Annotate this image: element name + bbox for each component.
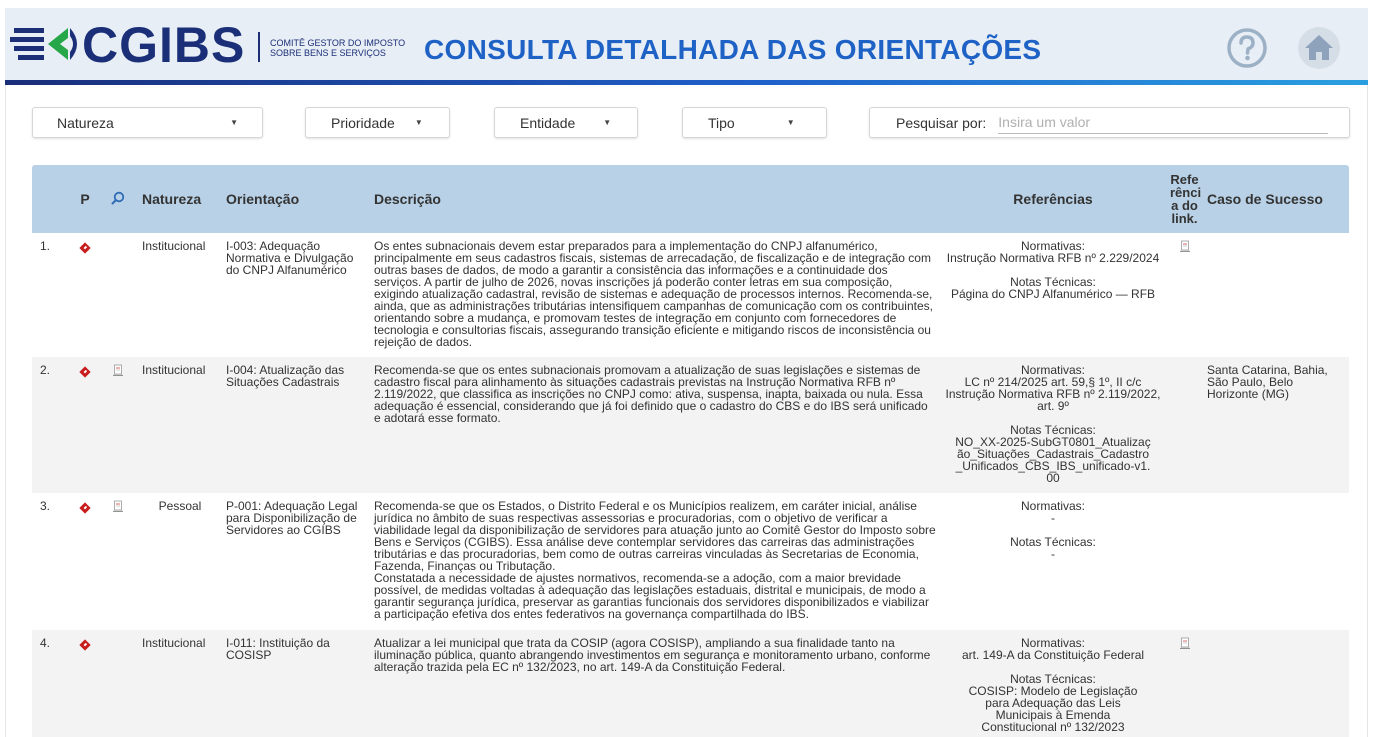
magnifier-icon xyxy=(111,191,125,205)
natureza-cell: Institucional xyxy=(138,233,222,357)
logo-separator xyxy=(258,32,260,62)
ref-norm-label: Normativas: xyxy=(1020,636,1085,650)
chevron-down-icon: ▼ xyxy=(230,118,238,127)
descricao-cell: Atualizar a lei municipal que trata da COSIP (agora COSISP), ampliando a sua finalidade tanto na iluminação pública, quanto abrangendo investimentos em segurança e monitoramento urbano, conforme alteração trazida pela EC nº 132/2023, no art. 149-A da Constituição Federal. xyxy=(370,630,940,737)
ref-notas-label: Notas Técnicas: xyxy=(1010,275,1096,289)
descricao-cell: Os entes subnacionais devem estar preparados para a implementação do CNPJ alfanumérico, principalmente em seus cadastros fiscais, sistemas de arrecadação, de fiscalização e de integração com outras bases de dados, de modo a garantir a consistência das informações e a continuidade dos serviços. A partir de julho de 2026, novas inscrições já poderão conter letras em sua composição, exigindo atualização cadastral, revisão de sistemas e adequação de processos internos. Recomenda-se, ainda, que as administrações tributárias intensifiquem campanhas de comunicação com os contribuintes, orientando sobre a mudança, e promovam testes de integração em conjunto com fornecedores de tecnologia e consultorias fiscais, assegurando transição eficiente e mitigando riscos de inconsistência ou rejeição de dados. xyxy=(370,233,940,357)
priority-high-icon xyxy=(79,639,90,650)
logo-sub-line1: COMITÊ GESTOR DO IMPOSTO xyxy=(270,38,406,48)
link-cell xyxy=(98,357,138,493)
referencias-cell xyxy=(940,233,1166,357)
natureza-cell: Institucional xyxy=(138,357,222,493)
home-icon[interactable] xyxy=(1297,26,1341,70)
row-number: 3. xyxy=(32,493,72,630)
page-title: CONSULTA DETALHADA DAS ORIENTAÇÕES xyxy=(424,34,1042,65)
document-link-icon[interactable] xyxy=(112,364,124,376)
header-accent-bar xyxy=(5,80,1368,85)
natureza-dropdown[interactable] xyxy=(32,107,263,138)
ref-norm-label: Normativas: xyxy=(1020,363,1085,377)
search-input[interactable] xyxy=(998,112,1328,134)
ref-norm[interactable]: art. 149-A da Constituição Federal xyxy=(961,648,1145,662)
row-number: 2. xyxy=(32,357,72,493)
ref-notas-label: Notas Técnicas: xyxy=(1010,535,1096,549)
priority-cell xyxy=(72,630,98,737)
chevron-down-icon: ▼ xyxy=(786,118,795,127)
orientacoes-table xyxy=(32,165,1349,737)
caso-cell xyxy=(1203,233,1349,357)
orientacao-cell: I-011: Instituição da COSISP xyxy=(222,630,370,737)
row-number: 1. xyxy=(32,233,72,357)
table-row xyxy=(32,493,1349,630)
row-number: 4. xyxy=(32,630,72,737)
natureza-cell: Institucional xyxy=(138,630,222,737)
descricao-paragraph: Constatada a necessidade de ajustes normativos, recomenda-se a adoção, com a maior brevidade possível, de medidas voltadas à adequação das legislações estaduais, distrital e municipais, de modo a garantir segurança jurídica, preservar as garantias funcionais dos servidores disponibilizados e viabilizar a participação efetiva dos entes federativos na governança compartilhada do IBS. xyxy=(374,571,929,621)
caso-cell xyxy=(1203,493,1349,630)
col-link-line: rênci xyxy=(1170,185,1202,200)
prioridade-dropdown-label: Prioridade xyxy=(331,114,395,131)
col-referencias[interactable]: Referências xyxy=(940,165,1166,233)
cgibs-logo-icon xyxy=(10,14,90,76)
chevron-down-icon: ▼ xyxy=(603,118,612,127)
descricao-cell xyxy=(370,493,940,630)
col-orientacao[interactable]: Orientação xyxy=(222,165,370,233)
col-priority[interactable]: P xyxy=(72,165,98,233)
col-link-line: link. xyxy=(1171,211,1198,226)
descricao-cell: Recomenda-se que os entes subnacionais promovam a atualização de suas legislações e sistemas de cadastro fiscal para alinhamento às situações cadastrais previstas na Instrução Normativa RFB nº 2.119/2022, que classifica as inscrições no CNPJ como: ativa, suspensa, inapta, baixada ou nula. Essa adequação é essencial, considerando que já foi definido que o cadastro do CBS e do IBS será unificado e adotará esse formato. xyxy=(370,357,940,493)
tipo-dropdown-label: Tipo xyxy=(708,114,735,131)
orientacao-cell: P-001: Adequação Legal para Disponibilização de Servidores ao CGIBS xyxy=(222,493,370,630)
ref-notas[interactable]: NO_XX-2025-SubGT0801_Atualização_Situações_Cadastrais_Cadastro_Unificados_CBS_IBS_unificado-v1.00 xyxy=(955,435,1151,485)
document-link-icon[interactable] xyxy=(1179,240,1191,252)
priority-cell xyxy=(72,493,98,630)
ref-link-cell xyxy=(1166,630,1203,737)
descricao-paragraph: Recomenda-se que os Estados, o Distrito Federal e os Municípios realizem, em caráter inicial, análise jurídica no âmbito de suas respectivas assessorias e procuradorias, com o objetivo de verificar a viabilidade legal da disponibilização de servidores para atuação junto ao Comitê Gestor do Imposto sobre Bens e Serviços (CGIBS). Essa análise deve contemplar servidores das carreiras das administrações tributárias e das procuradorias, bem como de outras carreiras vinculadas às Secretarias de Economia, Fazenda, Finanças ou Tributação. xyxy=(374,499,936,573)
ref-link-cell xyxy=(1166,233,1203,357)
ref-notas: - xyxy=(1051,547,1055,561)
ref-norm[interactable]: Instrução Normativa RFB nº 2.229/2024 xyxy=(946,251,1160,265)
caso-cell: Santa Catarina, Bahia, São Paulo, Belo Horizonte (MG) xyxy=(1203,357,1349,493)
priority-cell xyxy=(72,357,98,493)
link-cell xyxy=(98,630,138,737)
table-row xyxy=(32,233,1349,357)
ref-norm-label: Normativas: xyxy=(1020,499,1085,513)
col-descricao[interactable]: Descrição xyxy=(370,165,940,233)
logo-subtitle xyxy=(270,38,405,58)
col-link-line: a do xyxy=(1171,198,1198,213)
natureza-cell: Pessoal xyxy=(138,493,222,630)
natureza-dropdown-label: Natureza xyxy=(57,114,114,131)
ref-norm: - xyxy=(1051,511,1055,525)
ref-notas-label: Notas Técnicas: xyxy=(1010,423,1096,437)
caso-cell xyxy=(1203,630,1349,737)
search-box xyxy=(869,107,1350,138)
document-link-icon[interactable] xyxy=(112,500,124,512)
ref-link-cell xyxy=(1166,357,1203,493)
ref-notas-label: Notas Técnicas: xyxy=(1010,672,1096,686)
chevron-down-icon: ▼ xyxy=(414,118,423,127)
ref-notas[interactable]: COSISP: Modelo de Legislação para Adequação das Leis Municipais à Emenda Constitucional nº 132/2023 xyxy=(968,684,1138,734)
table-row xyxy=(32,630,1349,737)
priority-cell xyxy=(72,233,98,357)
entidade-dropdown-label: Entidade xyxy=(520,114,576,131)
ref-norm[interactable]: LC nº 214/2025 art. 59,§ 1º, II c/c Instrução Normativa RFB nº 2.119/2022, art. 9º xyxy=(945,375,1161,413)
logo-text: CGIBS xyxy=(82,17,246,73)
referencias-cell xyxy=(940,357,1166,493)
referencias-cell xyxy=(940,630,1166,737)
tipo-dropdown[interactable] xyxy=(682,107,827,138)
col-link[interactable] xyxy=(1166,165,1203,233)
orientacao-cell: I-003: Adequação Normativa e Divulgação do CNPJ Alfanumérico xyxy=(222,233,370,357)
priority-high-icon xyxy=(79,366,90,377)
referencias-cell xyxy=(940,493,1166,630)
help-icon[interactable] xyxy=(1225,26,1269,70)
ref-link-cell xyxy=(1166,493,1203,630)
document-link-icon[interactable] xyxy=(1179,637,1191,649)
search-label: Pesquisar por: xyxy=(896,114,987,131)
priority-high-icon xyxy=(79,242,90,253)
col-link-line: Refe xyxy=(1170,172,1199,187)
link-cell xyxy=(98,233,138,357)
orientacao-cell: I-004: Atualização das Situações Cadastrais xyxy=(222,357,370,493)
ref-notas[interactable]: Página do CNPJ Alfanumérico — RFB xyxy=(950,287,1156,301)
table-header-row xyxy=(32,165,1349,233)
prioridade-dropdown[interactable] xyxy=(305,107,450,138)
col-caso[interactable]: Caso de Sucesso xyxy=(1203,165,1349,233)
table-row xyxy=(32,357,1349,493)
col-search[interactable] xyxy=(98,165,138,233)
link-cell xyxy=(98,493,138,630)
col-natureza[interactable]: Natureza xyxy=(138,165,222,233)
priority-high-icon xyxy=(79,502,90,513)
ref-norm-label: Normativas: xyxy=(1020,239,1085,253)
entidade-dropdown[interactable] xyxy=(494,107,638,138)
logo-sub-line2: SOBRE BENS E SERVIÇOS xyxy=(270,48,386,58)
col-num xyxy=(32,165,72,233)
